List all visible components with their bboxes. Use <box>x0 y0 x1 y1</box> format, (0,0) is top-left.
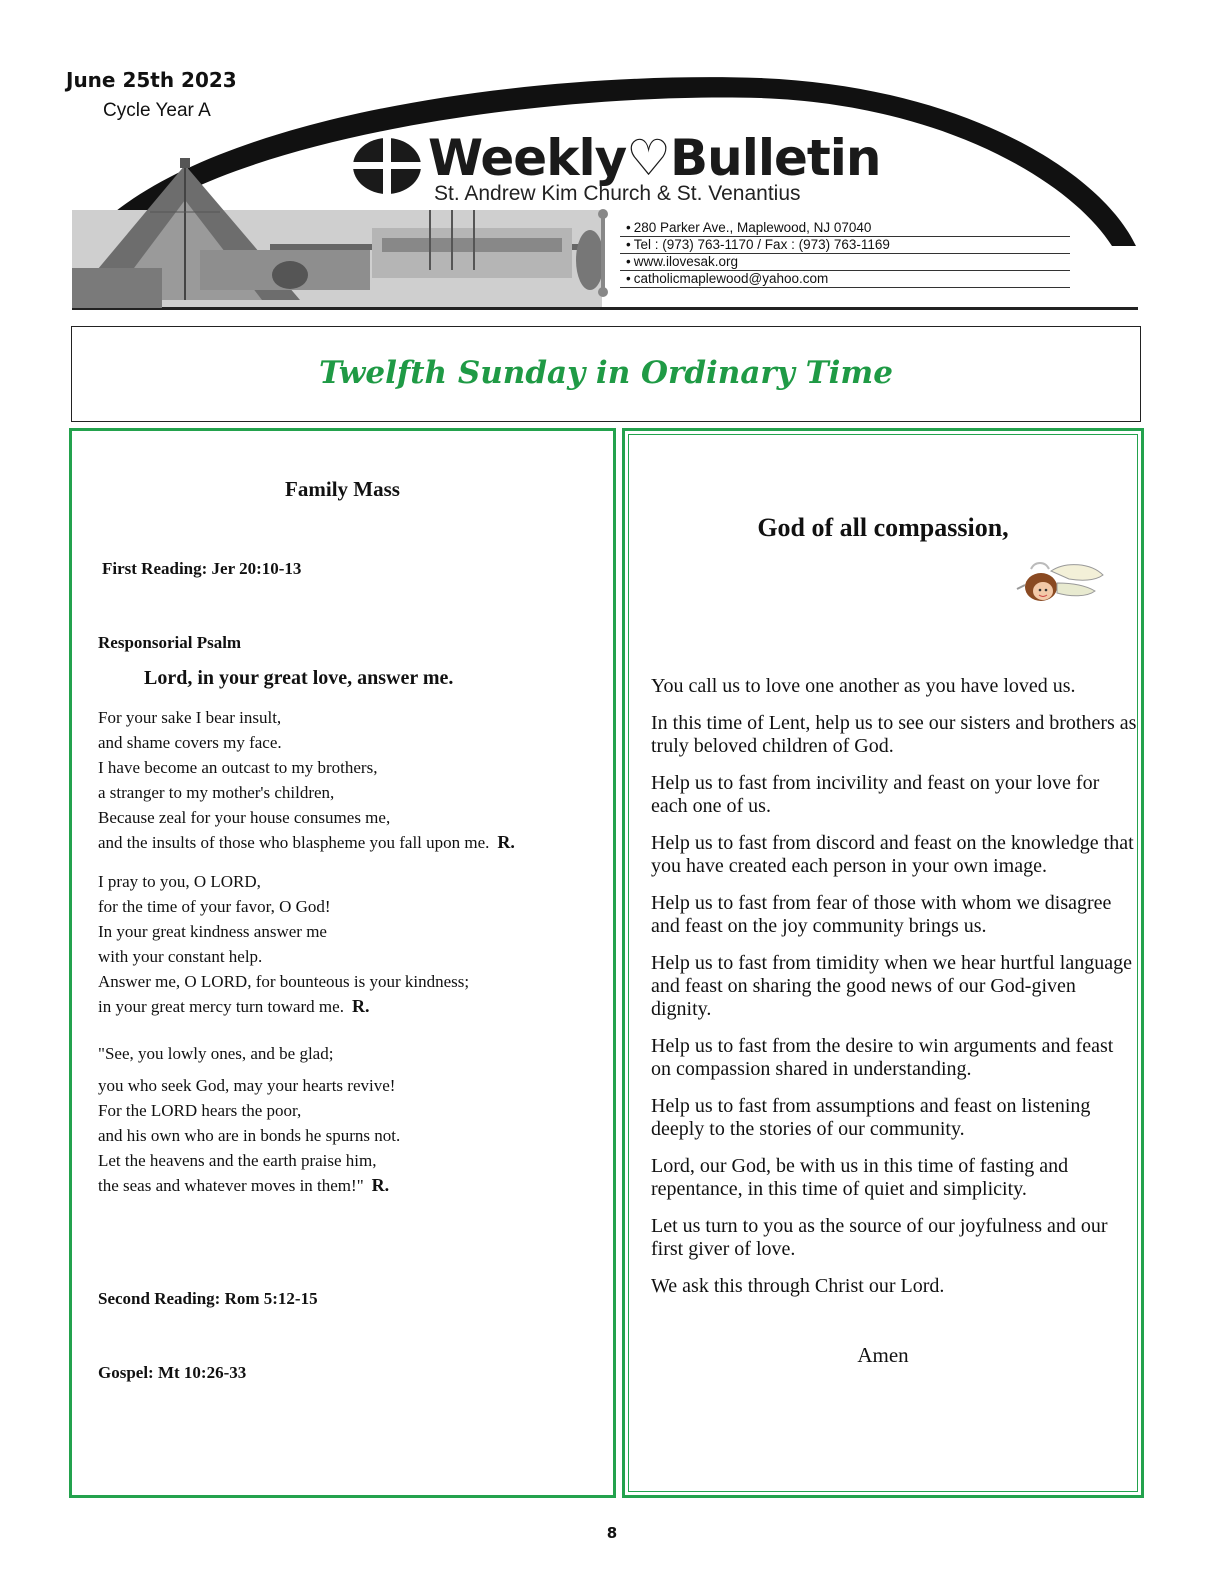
verse-line: Because zeal for your house consumes me, <box>98 808 391 827</box>
verse-line: the seas and whatever moves in them!" R. <box>98 1175 390 1195</box>
verse-line: For the LORD hears the poor, <box>98 1101 302 1120</box>
gospel-reading: Gospel: Mt 10:26-33 <box>98 1363 247 1382</box>
prayer-paragraph: Help us to fast from incivility and feast on your love for each one of us. <box>651 772 1100 817</box>
psalm-stanza-4 <box>98 1073 400 1198</box>
verse-line: Let the heavens and the earth praise him, <box>98 1151 377 1170</box>
response-mark: R. <box>371 1175 390 1195</box>
psalm-label: Responsorial Psalm <box>98 633 242 652</box>
prayer-paragraph: Lord, our God, be with us in this time of fasting and repentance, in this time of quiet and simplicity. <box>651 1155 1069 1200</box>
verse-line: you who seek God, may your hearts revive! <box>98 1076 396 1095</box>
contact-email[interactable]: • catholicmaplewood@yahoo.com <box>620 271 1070 288</box>
family-mass-title: Family Mass <box>285 477 400 501</box>
verse-line: and shame covers my face. <box>98 733 282 752</box>
second-reading: Second Reading: Rom 5:12-15 <box>98 1289 318 1308</box>
prayer-paragraph: Help us to fast from timidity when we hear hurtful language and feast on sharing the good news of our God-given dignity. <box>651 952 1132 1020</box>
contact-phone: • Tel : (973) 763-1170 / Fax : (973) 763-1169 <box>620 237 1070 254</box>
verse-line: In your great kindness answer me <box>98 922 327 941</box>
contact-address: • 280 Parker Ave., Maplewood, NJ 07040 <box>620 220 1070 237</box>
banner-title: Twelfth Sunday in Ordinary Time <box>319 355 893 391</box>
verse-line: with your constant help. <box>98 947 263 966</box>
prayer-paragraph: We ask this through Christ our Lord. <box>651 1275 945 1297</box>
prayer-paragraph: In this time of Lent, help us to see our sisters and brothers as truly beloved children of God. <box>651 712 1137 757</box>
verse-line: For your sake I bear insult, <box>98 708 282 727</box>
verse-line: and the insults of those who blaspheme you fall upon me. R. <box>98 832 515 852</box>
brand-title: Weekly♡Bulletin <box>428 129 881 187</box>
verse-line: for the time of your favor, O God! <box>98 897 331 916</box>
verse-line: Answer me, O LORD, for bounteous is your kindness; <box>98 972 470 991</box>
family-mass-panel <box>69 428 616 1498</box>
verse-line: and his own who are in bonds he spurns not. <box>98 1126 401 1145</box>
bulletin-date: June 25th 2023 <box>66 68 237 92</box>
psalm-stanza-2 <box>98 869 469 1019</box>
psalm-stanza-1 <box>98 705 515 855</box>
verse-line: a stranger to my mother's children, <box>98 783 335 802</box>
brand-logo <box>352 129 881 206</box>
verse-line: I pray to you, O LORD, <box>98 872 261 891</box>
prayer-paragraph: Help us to fast from the desire to win arguments and feast on compassion shared in understanding. <box>651 1035 1114 1080</box>
brand-subtitle: St. Andrew Kim Church & St. Venantius <box>434 182 801 205</box>
verse-line: I have become an outcast to my brothers, <box>98 758 378 777</box>
prayer-amen: Amen <box>857 1343 909 1367</box>
page-number: 8 <box>606 1524 618 1542</box>
prayer-body <box>651 675 1137 1312</box>
prayer-paragraph: Let us turn to you as the source of our joyfulness and our first giver of love. <box>651 1215 1108 1260</box>
prayer-paragraph: Help us to fast from discord and feast on the knowledge that you have created each person in your own image. <box>651 832 1134 877</box>
contact-info <box>620 220 1070 288</box>
prayer-title: God of all compassion, <box>757 513 1009 542</box>
contact-website[interactable]: • www.ilovesak.org <box>620 254 1070 271</box>
cycle-year: Cycle Year A <box>103 100 211 121</box>
angel-illustration-icon <box>1011 559 1109 611</box>
first-reading: First Reading: Jer 20:10-13 <box>102 559 302 578</box>
psalm-stanza-3 <box>98 1041 333 1066</box>
prayer-paragraph: You call us to love one another as you have loved us. <box>651 675 1076 697</box>
title-banner <box>71 326 1141 422</box>
response-mark: R. <box>351 996 370 1016</box>
prayer-panel <box>622 428 1144 1498</box>
cross-logo-icon <box>352 136 422 196</box>
psalm-refrain: Lord, in your great love, answer me. <box>144 667 454 689</box>
response-mark: R. <box>497 832 515 852</box>
prayer-paragraph: Help us to fast from fear of those with whom we disagree and feast on the joy community brings us. <box>651 892 1112 937</box>
prayer-paragraph: Help us to fast from assumptions and feast on listening deeply to the stories of our community. <box>651 1095 1091 1140</box>
verse-line: in your great mercy turn toward me. R. <box>98 996 370 1016</box>
verse-line: "See, you lowly ones, and be glad; <box>98 1044 334 1063</box>
